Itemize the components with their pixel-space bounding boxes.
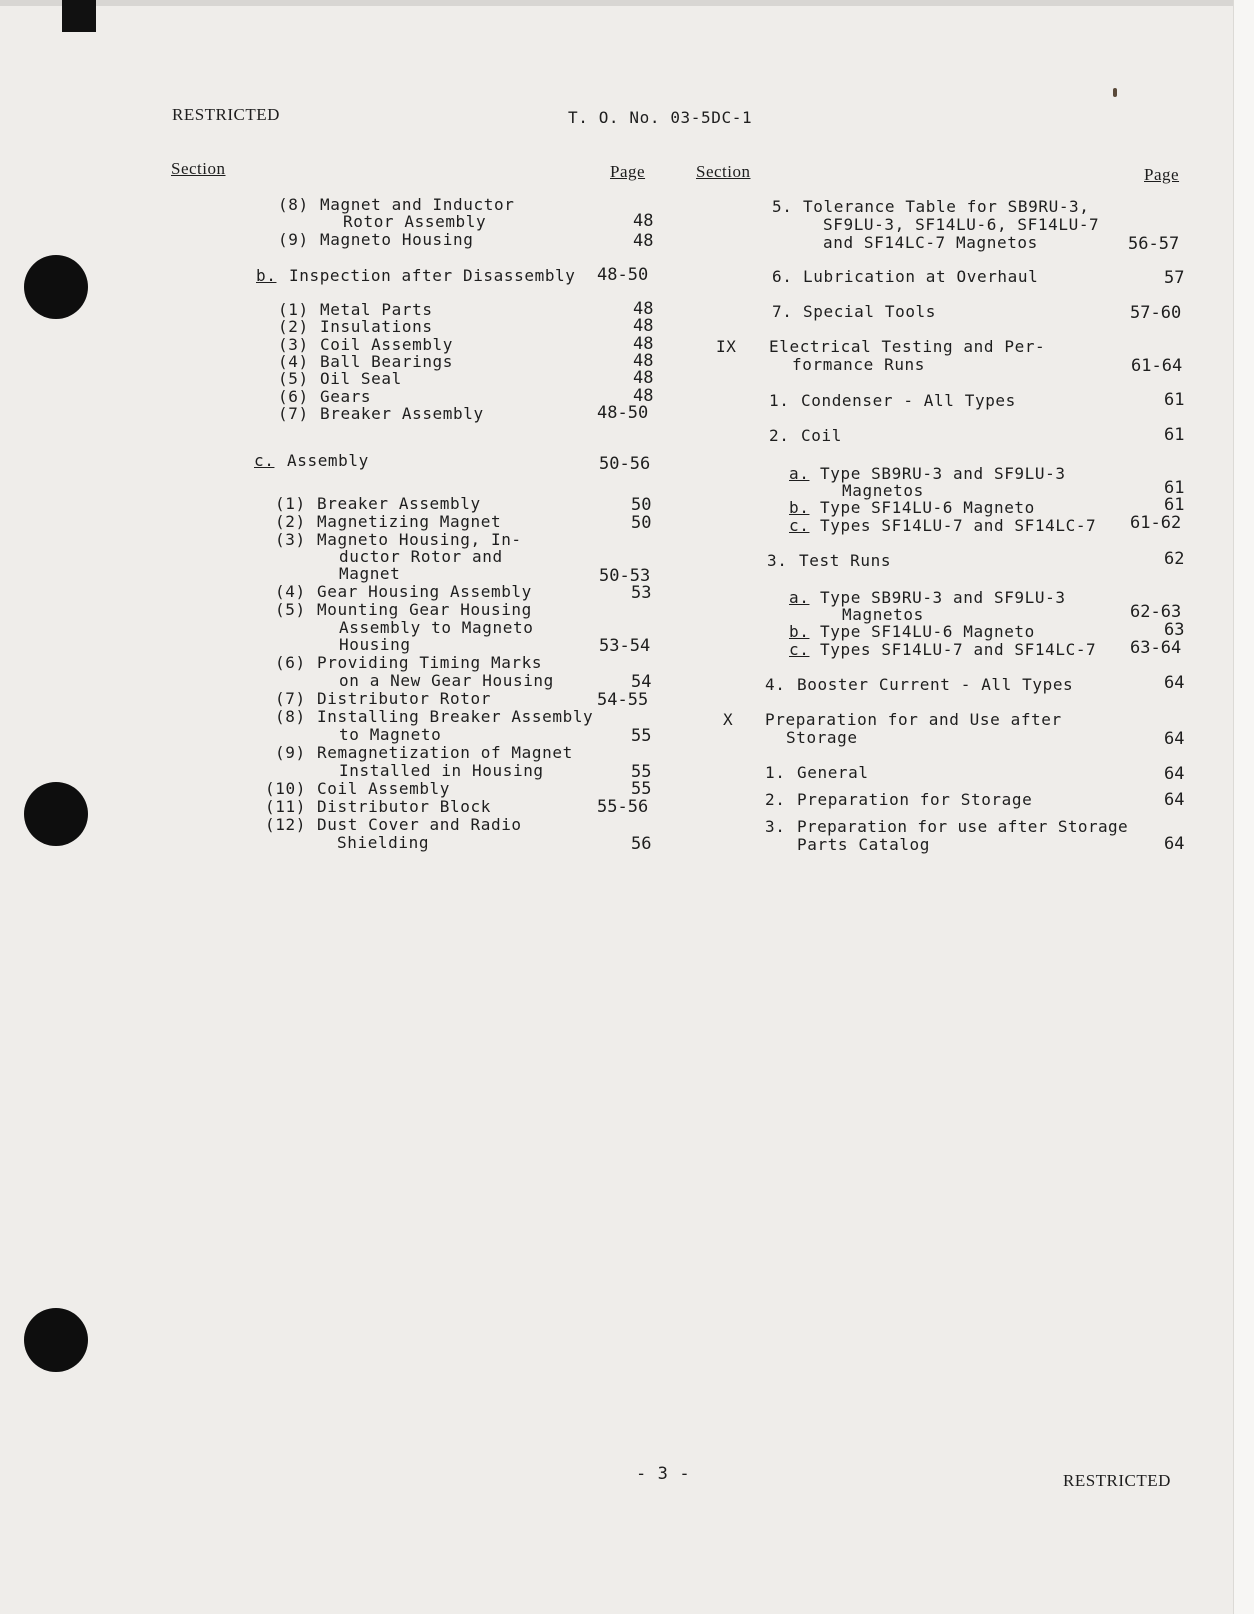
toc-page: 55-56 (597, 797, 649, 817)
toc-title: Housing (339, 635, 411, 654)
toc-title: Booster Current - All Types (797, 675, 1074, 694)
toc-title: Magnet and Inductor (320, 195, 515, 214)
toc-page: 48-50 (597, 403, 649, 423)
toc-page: 61 (1164, 495, 1185, 515)
toc-page: 61-62 (1130, 513, 1182, 533)
toc-marker: (12) (265, 815, 306, 834)
toc-title: Distributor Block (317, 797, 491, 816)
toc-title: Inspection after Disassembly (289, 266, 576, 285)
toc-title: Types SF14LU-7 and SF14LC-7 (820, 640, 1097, 659)
page-corner-tab (62, 0, 96, 32)
toc-title: Assembly (287, 451, 369, 470)
toc-title: Rotor Assembly (343, 212, 487, 231)
toc-marker: (5) (275, 600, 306, 619)
toc-page: 54-55 (597, 690, 649, 710)
toc-page: 62-63 (1130, 602, 1182, 622)
toc-marker: (9) (278, 230, 309, 249)
toc-page: 53 (631, 583, 652, 603)
toc-marker: a. (789, 464, 810, 483)
toc-page: 57-60 (1130, 303, 1182, 323)
toc-page: 61 (1164, 390, 1185, 410)
toc-page: 48 (633, 299, 654, 319)
toc-marker: a. (789, 588, 810, 607)
toc-title: to Magneto (339, 725, 442, 744)
toc-title: Types SF14LU-7 and SF14LC-7 (820, 516, 1097, 535)
toc-page: 48 (633, 386, 654, 406)
toc-marker: 3. (767, 551, 788, 570)
toc-page: 64 (1164, 673, 1185, 693)
toc-title: Providing Timing Marks (317, 653, 543, 672)
toc-page: 63-64 (1130, 638, 1182, 658)
toc-page: 64 (1164, 729, 1185, 749)
toc-marker: 5. (772, 197, 793, 216)
toc-marker: (2) (275, 512, 306, 531)
toc-page: 48 (633, 334, 654, 354)
toc-marker: (9) (275, 743, 306, 762)
toc-page: 63 (1164, 620, 1185, 640)
toc-title: Gears (320, 387, 372, 406)
toc-title: Type SB9RU-3 and SF9LU-3 (820, 588, 1066, 607)
toc-marker: 7. (772, 302, 793, 321)
page-top-edge (0, 0, 1254, 6)
toc-page: 61 (1164, 478, 1185, 498)
toc-title: Shielding (337, 833, 430, 852)
toc-marker: (1) (278, 300, 309, 319)
toc-marker: c. (789, 640, 810, 659)
toc-title: Oil Seal (320, 369, 402, 388)
toc-marker: c. (789, 516, 810, 535)
toc-marker: 3. (765, 817, 786, 836)
toc-marker: (4) (275, 582, 306, 601)
toc-marker: IX (716, 337, 737, 356)
toc-title: Distributor Rotor (317, 689, 491, 708)
footer-page-number: - 3 - (636, 1464, 691, 1484)
toc-title: ductor Rotor and (339, 547, 503, 566)
toc-title: Magneto Housing, In- (317, 530, 522, 549)
left-page-heading: Page (610, 162, 646, 181)
toc-page: 64 (1164, 834, 1185, 854)
toc-title: Assembly to Magneto (339, 618, 534, 637)
toc-page: 56 (631, 834, 652, 854)
toc-marker: (2) (278, 317, 309, 336)
toc-page: 50 (631, 495, 652, 515)
header-restricted: RESTRICTED (172, 105, 280, 124)
toc-title: Insulations (320, 317, 433, 336)
toc-marker: b. (789, 622, 810, 641)
toc-title: Lubrication at Overhaul (803, 267, 1039, 286)
toc-title: Type SF14LU-6 Magneto (820, 622, 1035, 641)
toc-title: Preparation for and Use after (765, 710, 1062, 729)
toc-page: 56-57 (1128, 234, 1180, 254)
toc-marker: (6) (275, 653, 306, 672)
toc-title: General (797, 763, 869, 782)
toc-marker: b. (256, 266, 277, 285)
binder-hole-middle (24, 782, 88, 846)
toc-title: Ball Bearings (320, 352, 454, 371)
toc-page: 55 (631, 779, 652, 799)
toc-title: Magnetizing Magnet (317, 512, 502, 531)
toc-marker: (1) (275, 494, 306, 513)
toc-title: Coil Assembly (320, 335, 454, 354)
toc-marker: 6. (772, 267, 793, 286)
toc-title: Metal Parts (320, 300, 433, 319)
toc-title: formance Runs (792, 355, 926, 374)
toc-title: Storage (786, 728, 858, 747)
toc-marker: (7) (278, 404, 309, 423)
toc-title: Electrical Testing and Per- (769, 337, 1046, 356)
right-section-heading: Section (696, 162, 751, 181)
toc-page: 50-56 (599, 454, 651, 474)
toc-marker: (10) (265, 779, 306, 798)
toc-title: Parts Catalog (797, 835, 931, 854)
toc-page: 61-64 (1131, 356, 1183, 376)
toc-title: Dust Cover and Radio (317, 815, 522, 834)
paper-speck (1113, 88, 1117, 97)
toc-title: Tolerance Table for SB9RU-3, (803, 197, 1090, 216)
toc-marker: (5) (278, 369, 309, 388)
toc-marker: 2. (765, 790, 786, 809)
toc-page: 57 (1164, 268, 1185, 288)
toc-title: Breaker Assembly (317, 494, 481, 513)
toc-page: 48 (633, 231, 654, 251)
toc-title: Condenser - All Types (801, 391, 1016, 410)
toc-title: on a New Gear Housing (339, 671, 554, 690)
toc-title: Coil (801, 426, 842, 445)
toc-marker: b. (789, 498, 810, 517)
toc-page: 48 (633, 316, 654, 336)
toc-marker: c. (254, 451, 275, 470)
toc-page: 54 (631, 672, 652, 692)
binder-hole-top (24, 255, 88, 319)
header-to-number: T. O. No. 03-5DC-1 (568, 108, 753, 127)
toc-title: Coil Assembly (317, 779, 451, 798)
toc-title: Breaker Assembly (320, 404, 484, 423)
toc-marker: (11) (265, 797, 306, 816)
toc-marker: X (723, 710, 734, 729)
toc-title: Remagnetization of Magnet (317, 743, 573, 762)
toc-page: 61 (1164, 425, 1185, 445)
toc-title: Installed in Housing (339, 761, 544, 780)
toc-title: Installing Breaker Assembly (317, 707, 594, 726)
left-section-heading: Section (171, 159, 226, 178)
toc-title: Test Runs (799, 551, 892, 570)
toc-marker: (4) (278, 352, 309, 371)
toc-title: and SF14LC-7 Magnetos (823, 233, 1038, 252)
toc-page: 62 (1164, 549, 1185, 569)
toc-title: Preparation for Storage (797, 790, 1033, 809)
footer-restricted: RESTRICTED (1063, 1471, 1171, 1490)
toc-marker: (3) (278, 335, 309, 354)
toc-marker: (6) (278, 387, 309, 406)
toc-page: 53-54 (599, 636, 651, 656)
toc-page: 48 (633, 368, 654, 388)
toc-marker: 2. (769, 426, 790, 445)
toc-page: 48 (633, 351, 654, 371)
toc-page: 55 (631, 762, 652, 782)
right-page-heading: Page (1144, 165, 1180, 184)
toc-marker: (7) (275, 689, 306, 708)
toc-page: 64 (1164, 764, 1185, 784)
toc-marker: (8) (275, 707, 306, 726)
toc-title: Gear Housing Assembly (317, 582, 532, 601)
toc-title: Magneto Housing (320, 230, 474, 249)
toc-page: 55 (631, 726, 652, 746)
toc-marker: (8) (278, 195, 309, 214)
toc-title: Magnet (339, 564, 401, 583)
toc-marker: 4. (765, 675, 786, 694)
toc-title: Special Tools (803, 302, 937, 321)
toc-page: 50 (631, 513, 652, 533)
toc-title: Type SF14LU-6 Magneto (820, 498, 1035, 517)
toc-title: Magnetos (842, 481, 924, 500)
toc-title: SF9LU-3, SF14LU-6, SF14LU-7 (823, 215, 1100, 234)
toc-title: Preparation for use after Storage (797, 817, 1129, 836)
toc-title: Magnetos (842, 605, 924, 624)
toc-page: 48 (633, 211, 654, 231)
binder-hole-bottom (24, 1308, 88, 1372)
toc-page: 64 (1164, 790, 1185, 810)
toc-title: Mounting Gear Housing (317, 600, 532, 619)
toc-page: 48-50 (597, 265, 649, 285)
toc-marker: (3) (275, 530, 306, 549)
toc-page: 50-53 (599, 566, 651, 586)
toc-title: Type SB9RU-3 and SF9LU-3 (820, 464, 1066, 483)
toc-marker: 1. (765, 763, 786, 782)
page-right-edge (1233, 0, 1254, 1614)
toc-marker: 1. (769, 391, 790, 410)
